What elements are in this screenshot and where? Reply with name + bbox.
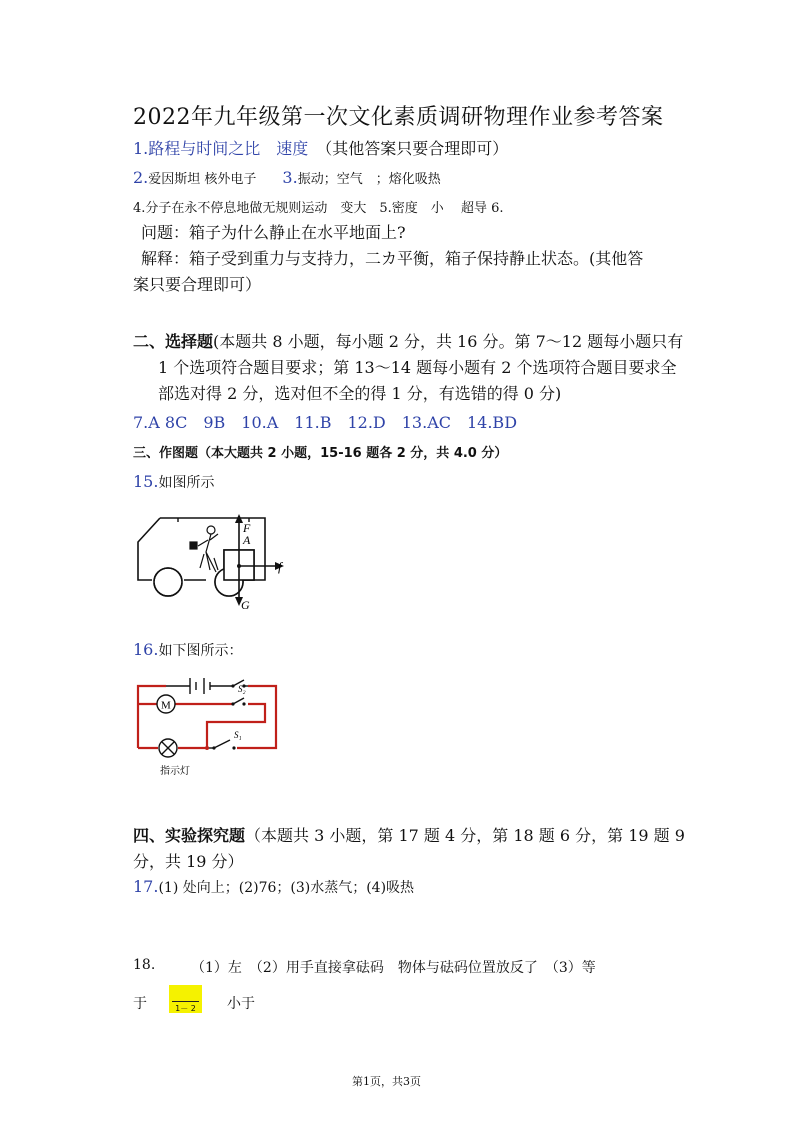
q2-number: 2.	[133, 168, 149, 187]
q15-text: 如图所示	[158, 475, 215, 491]
q6-question: 问题：箱子为什么静止在水平地面上?	[141, 223, 406, 242]
section2-desc-line1: (本题共 8 小题，每小题 2 分，共 16 分。第 7～12 题每小题只有	[213, 332, 684, 351]
section2-answers: 7.A 8C 9B 10.A 11.B 12.D 13.AC 14.BD	[133, 413, 518, 432]
section4-heading: 四、实验探究题	[133, 826, 246, 845]
page-footer: 第1页，共3页	[352, 1075, 421, 1088]
answer-q1	[133, 136, 508, 159]
q16-line	[133, 640, 242, 660]
q18-number: 18.	[133, 957, 156, 973]
q1-number: 1.	[133, 139, 149, 158]
q17-line	[133, 877, 414, 897]
q18-line2-prefix: 于	[133, 996, 147, 1012]
section3-heading: 三、作图题（本大题共 2 小题，15-16 题各 2 分，共 4.0 分）	[133, 446, 508, 461]
section2-desc-line3: 部选对得 2 分，选对但不全的得 1 分，有选错的得 0 分)	[158, 384, 562, 403]
q1-answer: 路程与时间之比 速度	[148, 139, 309, 158]
q18-line2-suffix: 小于	[227, 996, 255, 1012]
figure-15-truck	[128, 512, 293, 612]
label-f: f	[278, 559, 282, 574]
q15-line	[133, 472, 214, 492]
q15-number: 15.	[133, 472, 159, 491]
q1-note: （其他答案只要合理即可）	[324, 139, 509, 158]
person-figure	[190, 526, 218, 572]
q16-text: 如下图所示：	[158, 643, 243, 659]
q3-answer: 振动；空气 ；熔化吸热	[297, 172, 441, 187]
label-F: F	[243, 521, 251, 535]
q6-answer-line1: 解释：箱子受到重力与支持力，二カ平衡，箱子保持静止状态。(其他答	[141, 249, 644, 268]
truck-cab	[138, 518, 160, 580]
fraction-bar	[172, 1001, 199, 1002]
section4-desc-line2: 分，共 19 分）	[133, 852, 244, 871]
figure-16-circuit	[130, 674, 285, 780]
switch-middle-lever	[233, 698, 244, 704]
circuit-wires	[138, 686, 276, 748]
q2-answer: 爱因斯坦 核外电子	[148, 172, 270, 187]
answer-q2-q3	[133, 168, 441, 187]
label-A: A	[243, 533, 251, 547]
label-indicator-lamp: 指示灯	[160, 766, 190, 777]
answer-q4-q6: 4.分子在永不停息地做无规则运动 变大 5.密度 小 超导 6.	[133, 201, 504, 216]
label-s1: S₁	[234, 730, 242, 740]
q18-fraction-highlight	[169, 985, 202, 1013]
q3-number: 3.	[282, 168, 298, 187]
switch-s1-lever	[214, 740, 230, 748]
q6-answer-line2: 案只要合理即可）	[133, 275, 262, 294]
q17-number: 17.	[133, 877, 159, 896]
section2-desc-line2: 1 个选项符合题目要求；第 13～14 题每小题有 2 个选项符合题目要求全	[158, 358, 677, 377]
q16-number: 16.	[133, 640, 159, 659]
section2-heading: 二、选择题	[133, 332, 214, 351]
q17-text: (1) 处向上；(2)76；(3)水蒸气；(4)吸热	[158, 880, 415, 896]
motor-label: M	[161, 699, 171, 712]
label-s2: S₂	[238, 684, 246, 694]
section4-desc-line1: （本题共 3 小题，第 17 题 4 分，第 18 题 6 分，第 19 题 9	[245, 826, 685, 845]
q18-text: （1）左 （2）用手直接拿砝码 物体与砝码位置放反了 （3）等	[191, 960, 596, 976]
section4-heading-line	[133, 823, 685, 846]
fraction-denominator: 1－ 2	[175, 1004, 196, 1013]
section2-heading-line	[133, 329, 683, 352]
page-title: 2022年九年级第一次文化素质调研物理作业参考答案	[133, 105, 664, 130]
label-G: G	[241, 598, 250, 612]
